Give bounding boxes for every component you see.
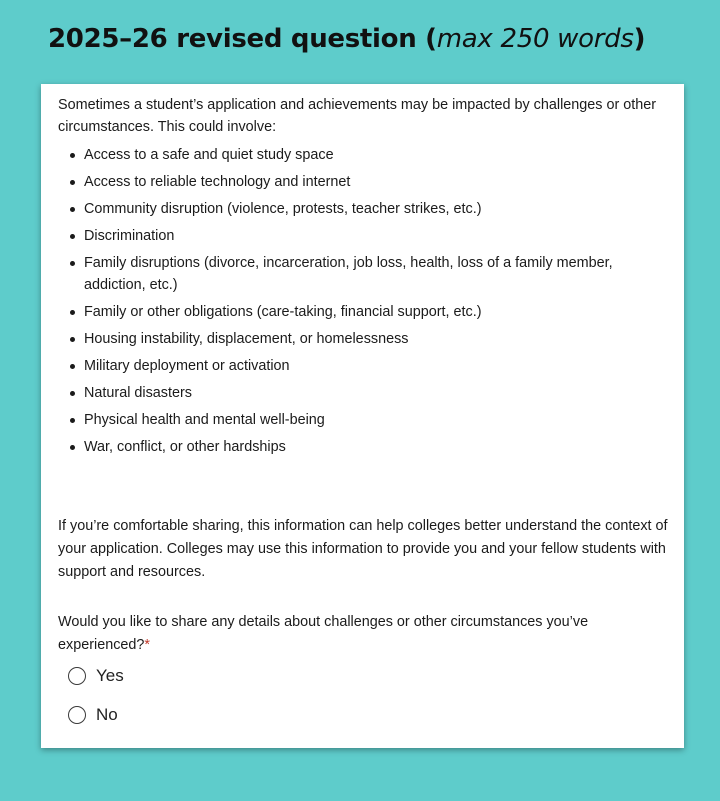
bullet-icon bbox=[70, 337, 75, 342]
question-card bbox=[41, 84, 684, 748]
bullet-icon bbox=[70, 445, 75, 450]
intro-text: Sometimes a student’s application and achievements may be impacted by challenges or other circumstances. This could involve: bbox=[58, 97, 657, 135]
list-item: Family disruptions (divorce, incarceration, job loss, health, loss of a family member, addiction, etc.) bbox=[68, 252, 654, 296]
required-marker: * bbox=[144, 637, 151, 653]
context-text: If you’re comfortable sharing, this information can help colleges better understand the context of your application. Colleges may use this information to provide you and your fellow students with support and resources. bbox=[58, 518, 668, 580]
bullet-icon bbox=[70, 234, 75, 239]
bullet-icon bbox=[70, 364, 75, 369]
list-item: Community disruption (violence, protests, teacher strikes, etc.) bbox=[68, 198, 654, 220]
option-yes-label: Yes bbox=[96, 666, 124, 685]
option-no[interactable] bbox=[58, 702, 666, 728]
radio-yes[interactable] bbox=[68, 667, 86, 685]
bullet-icon bbox=[70, 391, 75, 396]
bullet-icon bbox=[70, 153, 75, 158]
list-item: Housing instability, displacement, or homelessness bbox=[68, 328, 654, 350]
list-item: Access to reliable technology and internet bbox=[68, 171, 654, 193]
list-item: War, conflict, or other hardships bbox=[68, 436, 654, 458]
page-heading bbox=[48, 24, 645, 54]
answer-radio-group bbox=[58, 663, 666, 728]
bullet-icon bbox=[70, 418, 75, 423]
list-item: Natural disasters bbox=[68, 382, 654, 404]
question-text: Would you like to share any details about challenges or other circumstances you’ve experienced? bbox=[58, 614, 589, 653]
list-item: Discrimination bbox=[68, 225, 654, 247]
bullet-icon bbox=[70, 180, 75, 185]
option-no-label: No bbox=[96, 705, 118, 724]
list-item: Military deployment or activation bbox=[68, 355, 654, 377]
radio-no[interactable] bbox=[68, 706, 86, 724]
list-item: Physical health and mental well-being bbox=[68, 409, 654, 431]
circumstances-list bbox=[58, 144, 666, 458]
list-item: Family or other obligations (care-taking, financial support, etc.) bbox=[68, 301, 654, 323]
heading-close: ) bbox=[633, 24, 646, 54]
heading-word-limit: max 250 words bbox=[436, 24, 634, 54]
bullet-icon bbox=[70, 207, 75, 212]
question-prompt bbox=[58, 611, 598, 657]
option-yes[interactable] bbox=[58, 663, 666, 689]
bullet-icon bbox=[70, 261, 75, 266]
heading-title: 2025–26 revised question ( bbox=[48, 24, 437, 54]
bullet-icon bbox=[70, 310, 75, 315]
list-item: Access to a safe and quiet study space bbox=[68, 144, 654, 166]
